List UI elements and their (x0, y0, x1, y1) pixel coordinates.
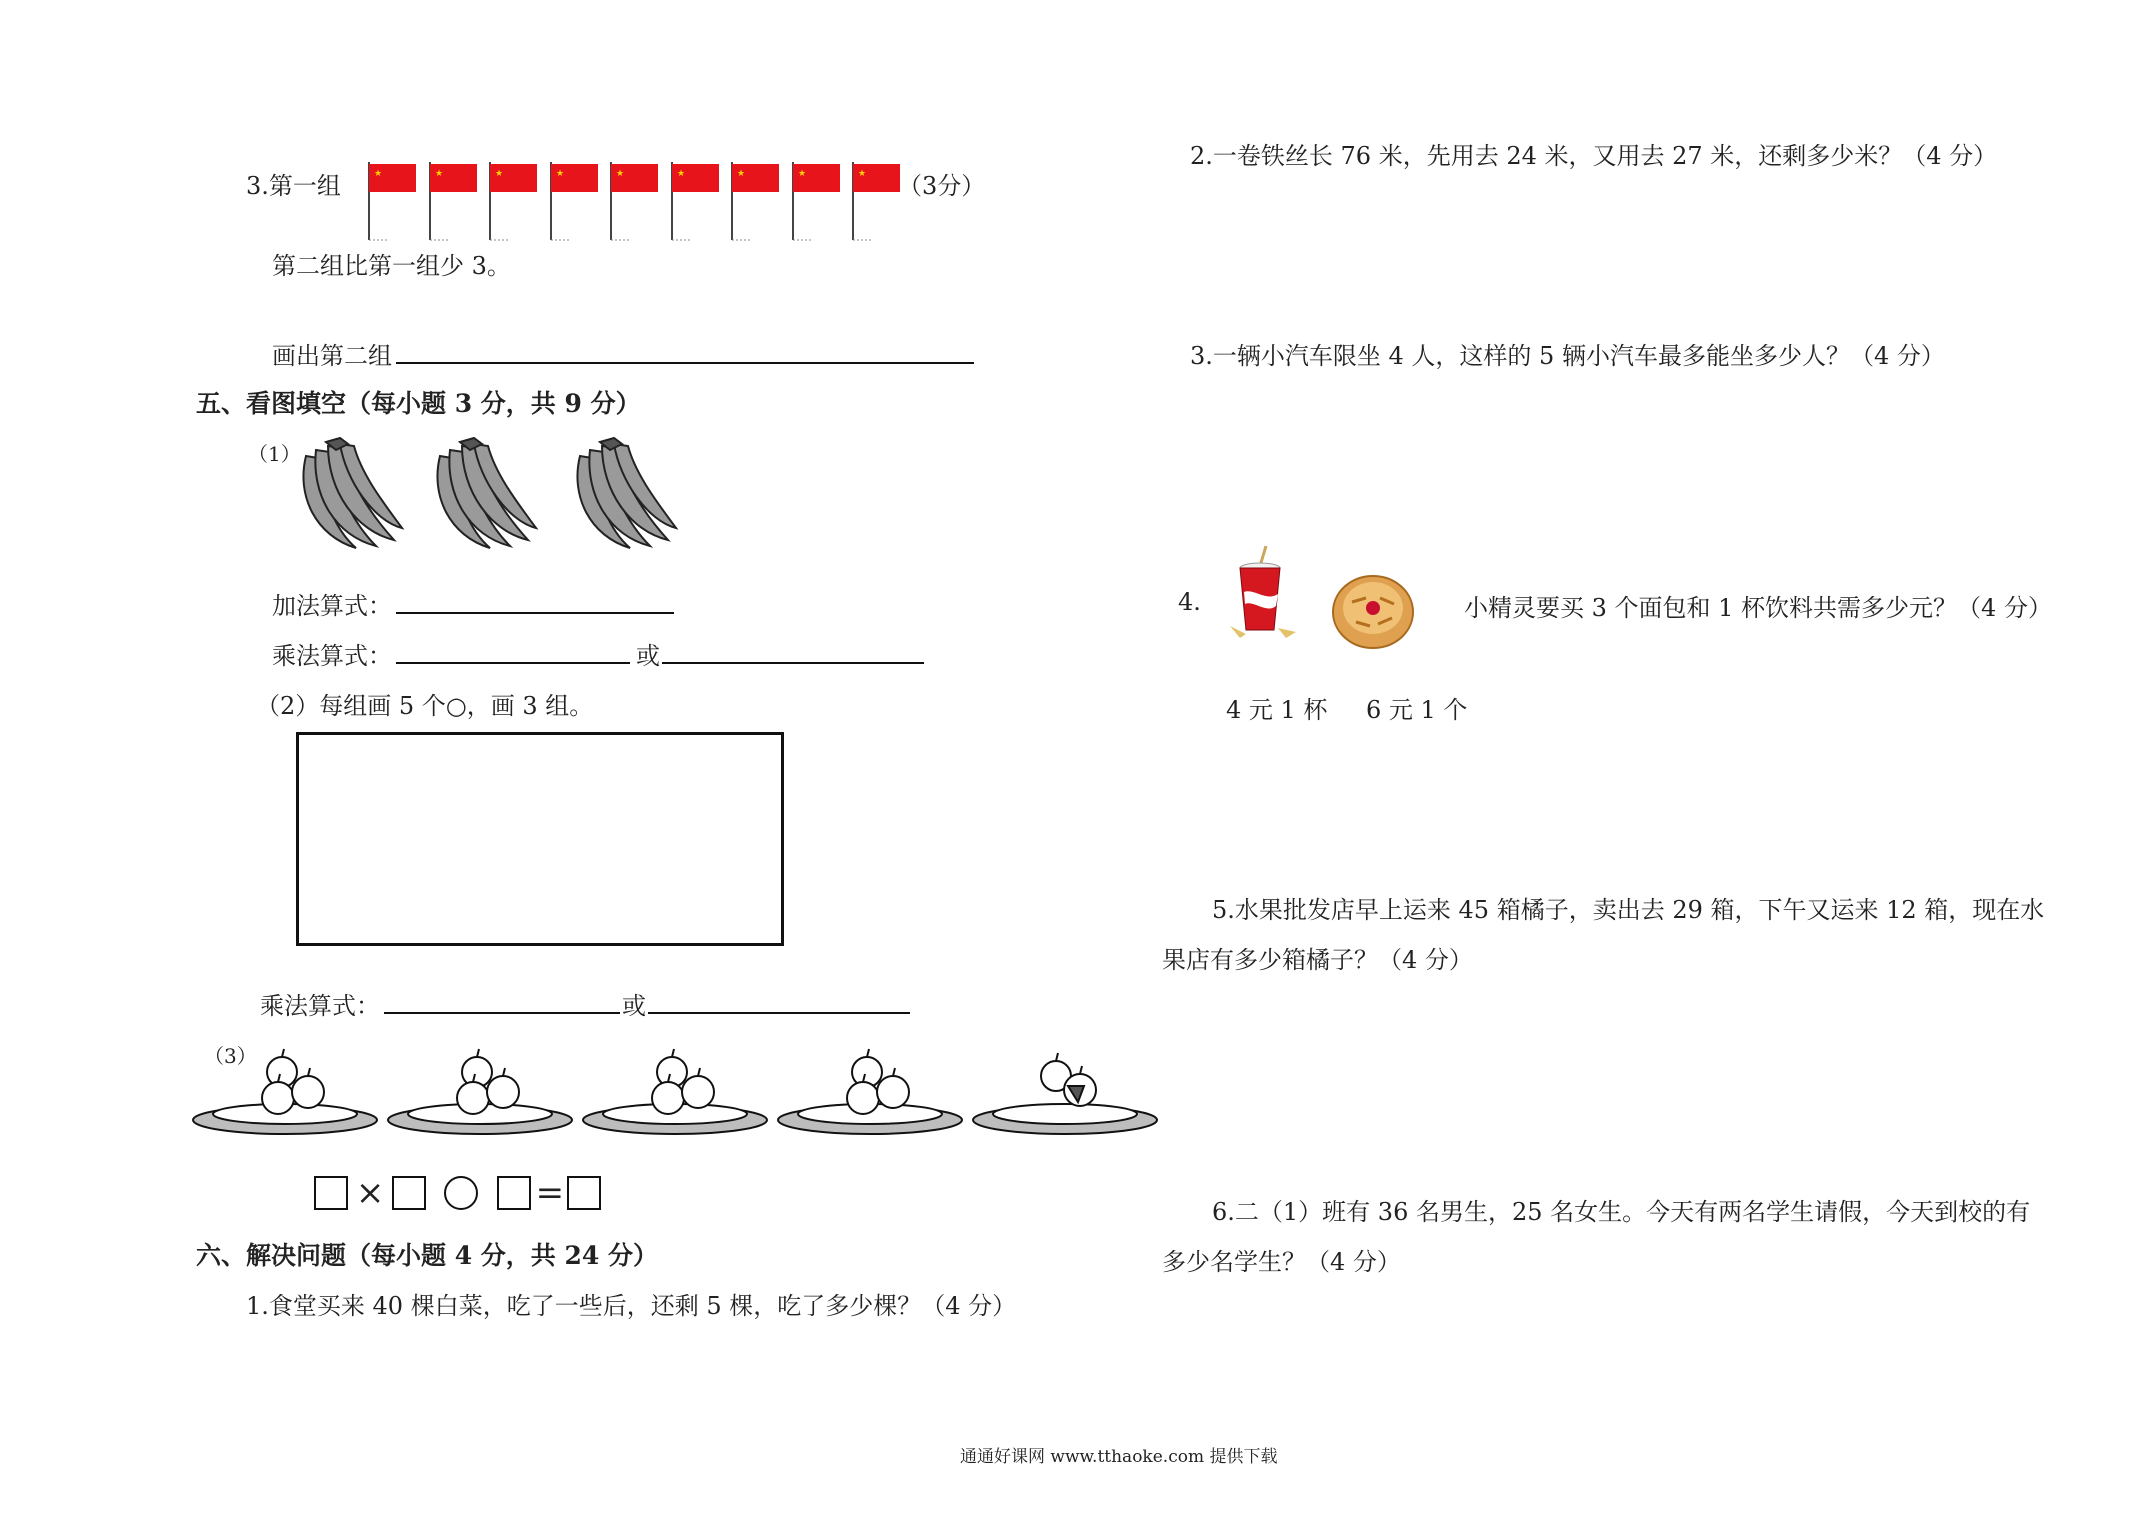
right-q4-question: 小精灵要买 3 个面包和 1 杯饮料共需多少元？（4 分） (1464, 594, 2052, 622)
right-q2: 2.一卷铁丝长 76 米，先用去 24 米，又用去 27 米，还剩多少米？（4 分） (1190, 142, 1998, 170)
section6-title: 六、解决问题（每小题 4 分，共 24 分） (196, 1241, 659, 1270)
apple-plate (970, 1046, 1160, 1142)
apple-plate-icon (775, 1046, 965, 1138)
banana-bunch-icon (296, 436, 406, 556)
draw-second-group-answer-line[interactable] (396, 362, 974, 364)
multiplication-answer-line-2a[interactable] (384, 1012, 620, 1014)
right-q5-line2: 果店有多少箱橘子？（4 分） (1162, 946, 1473, 974)
flag-icon (669, 160, 721, 242)
section6-q1: 1.食堂买来 40 棵白菜，吃了一些后，还剩 5 棵，吃了多少棵？（4 分） (246, 1292, 1017, 1320)
svg-text:★: ★ (434, 169, 443, 179)
equation-box-4[interactable] (567, 1176, 601, 1210)
part2-instruction: （2）每组画 5 个○，画 3 组。 (256, 692, 594, 720)
bread-image (1330, 568, 1416, 656)
multiplication-label-2: 乘法算式： (260, 992, 380, 1020)
equation-box-3[interactable] (497, 1176, 531, 1210)
apple-plate-icon (385, 1046, 575, 1138)
apple-plate (580, 1046, 770, 1142)
flag-icon (427, 160, 479, 242)
right-q6-line2: 多少名学生？（4 分） (1162, 1248, 1401, 1276)
cola-cup-image (1226, 544, 1302, 644)
svg-text:★: ★ (797, 169, 806, 179)
banana-group-3 (570, 436, 680, 560)
apple-plate-icon (970, 1046, 1160, 1138)
svg-text:★: ★ (737, 169, 746, 179)
flag-icon (548, 160, 600, 242)
equation-box-1[interactable] (314, 1176, 348, 1210)
right-q5-line1: 5.水果批发店早上运来 45 箱橘子，卖出去 29 箱，下午又运来 12 箱，现在水 (1212, 896, 2045, 924)
flag-icon (608, 160, 660, 242)
q3-label: 3.第一组 (246, 172, 341, 200)
flag-icon (729, 160, 781, 242)
cola-cup-icon (1226, 544, 1302, 640)
section5-title: 五、看图填空（每小题 3 分，共 9 分） (196, 389, 641, 418)
right-q4-number: 4. (1178, 588, 1201, 616)
svg-text:★: ★ (616, 169, 625, 179)
multiplication-label-1: 乘法算式： (272, 642, 392, 670)
apple-plate-icon (190, 1046, 380, 1138)
apple-plate-icon (580, 1046, 770, 1138)
equation (314, 1173, 601, 1213)
times-sign: × (355, 1173, 385, 1213)
addition-label: 加法算式： (272, 592, 392, 620)
equation-box-2[interactable] (392, 1176, 426, 1210)
right-q6-line1: 6.二（1）班有 36 名男生，25 名女生。今天有两名学生请假，今天到校的有 (1212, 1198, 2031, 1226)
footer: 通通好课网 www.tthaoke.com 提供下载 (960, 1447, 1278, 1467)
part3-number: （3） (204, 1044, 257, 1068)
svg-text:★: ★ (555, 169, 564, 179)
bread-icon (1330, 568, 1416, 652)
q3-line2: 第二组比第一组少 3。 (272, 252, 511, 280)
banana-bunch-icon (570, 436, 680, 556)
flag-icon (366, 160, 418, 242)
svg-text:★: ★ (374, 169, 383, 179)
svg-text:★: ★ (495, 169, 504, 179)
multiplication-answer-line-1b[interactable] (662, 662, 924, 664)
equation-circle[interactable] (444, 1176, 478, 1210)
flag-icon (487, 160, 539, 242)
multiplication-answer-line-1a[interactable] (396, 662, 630, 664)
bread-price: 6 元 1 个 (1366, 696, 1468, 724)
banana-group-2 (430, 436, 540, 560)
q3-points: （3分） (898, 172, 986, 200)
drawing-box[interactable] (296, 732, 784, 946)
apple-plate (775, 1046, 965, 1142)
apple-plate (190, 1046, 380, 1142)
equals-sign: = (535, 1173, 565, 1213)
addition-answer-line[interactable] (396, 612, 674, 614)
svg-text:★: ★ (676, 169, 685, 179)
multiplication-answer-line-2b[interactable] (648, 1012, 910, 1014)
banana-bunch-icon (430, 436, 540, 556)
banana-group-1 (296, 436, 406, 560)
apple-plate (385, 1046, 575, 1142)
flag-icon (790, 160, 842, 242)
or-text-2: 或 (622, 992, 646, 1020)
flag-icon (850, 160, 902, 242)
drink-price: 4 元 1 杯 (1226, 696, 1328, 724)
part1-number: （1） (248, 442, 301, 466)
or-text-1: 或 (636, 642, 660, 670)
svg-text:★: ★ (858, 169, 867, 179)
draw-second-group-label: 画出第二组 (272, 342, 392, 370)
right-q3: 3.一辆小汽车限坐 4 人，这样的 5 辆小汽车最多能坐多少人？（4 分） (1190, 342, 1945, 370)
